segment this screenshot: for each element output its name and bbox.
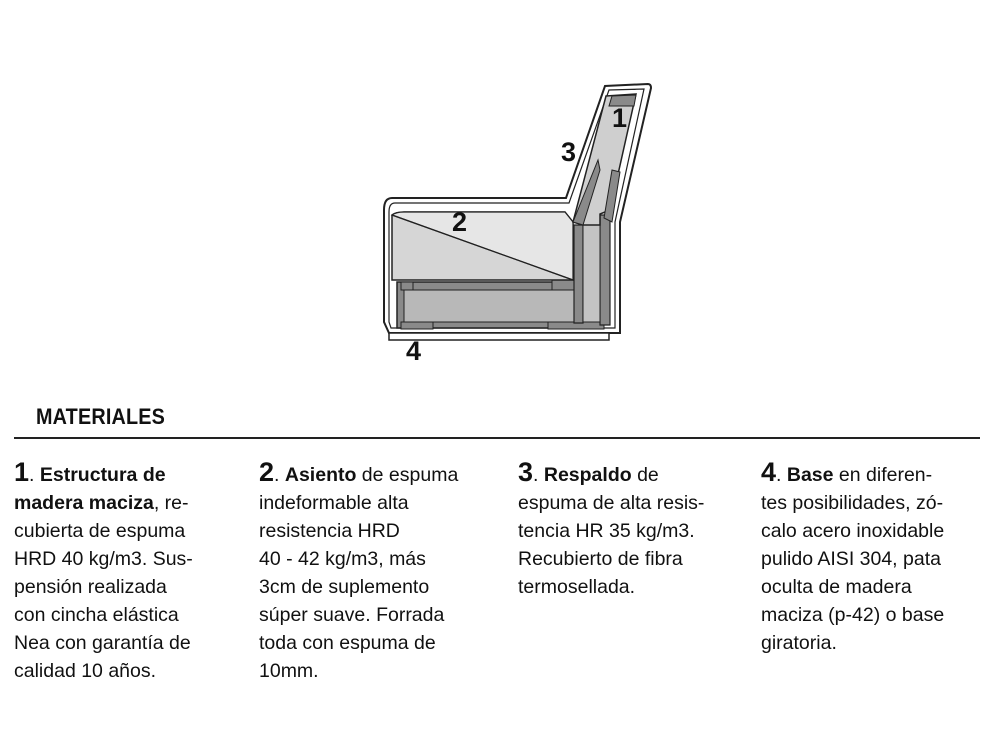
description-line (761, 517, 944, 545)
text: pensión realizada (14, 576, 167, 598)
text: tencia HR 35 kg/m3. (518, 520, 695, 542)
description-line (518, 489, 704, 517)
material-item-3 (518, 458, 704, 601)
section-divider (14, 437, 980, 439)
bold-text: Base (786, 464, 834, 486)
backrest-frame (574, 225, 583, 323)
item-number: 4 (761, 457, 777, 487)
text: 40 - 42 kg/m3, más (259, 548, 426, 570)
description-line (14, 657, 193, 685)
description-line (14, 601, 193, 629)
callout-3: 3 (561, 137, 577, 167)
description-line (761, 629, 944, 657)
frame-rail-left (401, 282, 413, 290)
item-number: 2 (259, 457, 275, 487)
backrest-foam (583, 225, 600, 322)
description-line (761, 573, 944, 601)
description-line (761, 458, 944, 489)
description-line (259, 489, 458, 517)
bold-text: Respaldo (543, 464, 632, 486)
description-line (259, 545, 458, 573)
text: resistencia HRD (259, 520, 400, 542)
item-number: 1 (14, 457, 30, 487)
text: indeformable alta (259, 492, 409, 514)
text: súper suave. Forrada (259, 604, 445, 626)
description-line (259, 573, 458, 601)
bold-text: madera maciza (14, 492, 154, 514)
description-line (518, 517, 704, 545)
description-line (14, 629, 193, 657)
text: pulido AISI 304, pata (761, 548, 941, 570)
text: cubierta de espuma (14, 520, 186, 542)
text: giratoria. (761, 632, 837, 654)
frame-foot-left (401, 322, 433, 329)
backrest-frame-post (600, 215, 610, 325)
text: en diferen- (833, 464, 933, 486)
text: calidad 10 años. (14, 660, 157, 682)
text: 3cm de suplemento (259, 576, 430, 598)
description-line (259, 458, 458, 489)
text: . (274, 464, 285, 486)
description-line (14, 573, 193, 601)
text: Nea con garantía de (14, 632, 191, 654)
text: , re- (153, 492, 189, 514)
description-line (761, 489, 944, 517)
material-item-2 (259, 458, 458, 685)
text: Recubierto de fibra (518, 548, 683, 570)
text: . (29, 464, 40, 486)
frame-box-inner (404, 290, 592, 322)
text: de espuma (356, 464, 459, 486)
material-item-4 (761, 458, 944, 657)
description-line (14, 458, 193, 489)
text: con cincha elástica (14, 604, 179, 626)
description-line (259, 657, 458, 685)
text: de (631, 464, 659, 486)
text: . (533, 464, 544, 486)
description-line (14, 489, 193, 517)
text: maciza (p-42) o base (761, 604, 945, 626)
description-line (518, 545, 704, 573)
bold-text: Estructura de (39, 464, 166, 486)
description-line (761, 545, 944, 573)
description-line (14, 517, 193, 545)
description-line (518, 573, 704, 601)
callout-2: 2 (452, 207, 468, 237)
callout-4: 4 (406, 336, 422, 366)
base-plate (389, 333, 609, 340)
text: termosellada. (518, 576, 636, 598)
description-line (259, 517, 458, 545)
section-heading: MATERIALES (36, 404, 166, 429)
text: 10mm. (259, 660, 319, 682)
material-item-1 (14, 458, 193, 685)
text: calo acero inoxidable (761, 520, 945, 542)
text: . (776, 464, 787, 486)
bold-text: Asiento (284, 464, 357, 486)
text: HRD 40 kg/m3. Sus- (14, 548, 193, 570)
description-line (259, 601, 458, 629)
callout-1: 1 (612, 103, 628, 133)
description-line (518, 458, 704, 489)
text: toda con espuma de (259, 632, 436, 654)
item-number: 3 (518, 457, 534, 487)
text: oculta de madera (761, 576, 912, 598)
description-line (259, 629, 458, 657)
text: espuma de alta resis- (518, 492, 705, 514)
description-line (14, 545, 193, 573)
text: tes posibilidades, zó- (761, 492, 944, 514)
description-line (761, 601, 944, 629)
